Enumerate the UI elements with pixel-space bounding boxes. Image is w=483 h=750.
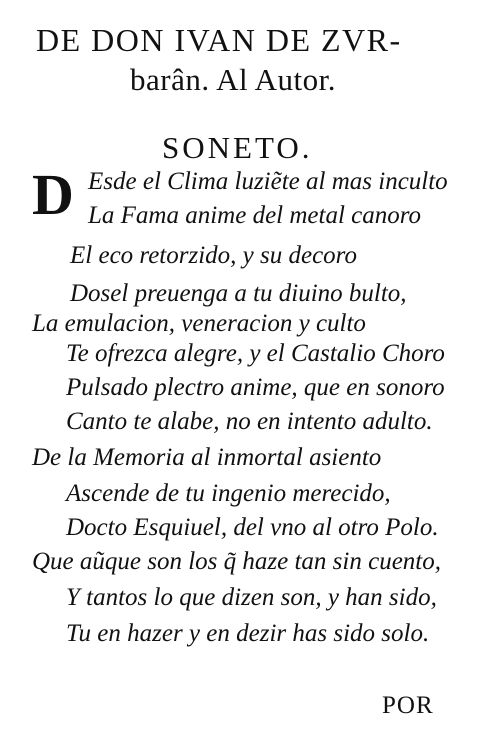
verse-line-3: El eco retorzido, y su decoro	[70, 242, 357, 269]
verse-line-4: Dosel preuenga a tu diuino bulto,	[70, 280, 407, 307]
verse-line-11: Docto Esquiuel, del vno al otro Polo.	[66, 514, 439, 541]
verse-line-13: Y tantos lo que dizen son, y han sido,	[66, 584, 437, 611]
catchword: POR	[382, 692, 434, 719]
verse-line-12: Que aũque son los q̃ haze tan sin cuento,	[32, 548, 441, 575]
sonnet-title: SONETO.	[162, 130, 313, 165]
verse-line-7: Pulsado plectro anime, que en sonoro	[66, 374, 445, 401]
verse-line-8: Canto te alabe, no en intento adulto.	[66, 408, 433, 435]
dedication-heading-line-1: DE DON IVAN DE ZVR-	[36, 22, 402, 58]
verse-line-6: Te ofrezca alegre, y el Castalio Choro	[66, 340, 445, 367]
verse-line-2: La Fama anime del metal canoro	[88, 202, 422, 229]
dedication-heading-line-2: barân. Al Autor.	[130, 62, 337, 97]
verse-line-5: La emulacion, veneracion y culto	[32, 310, 366, 337]
verse-line-10: Ascende de tu ingenio merecido,	[66, 480, 391, 507]
drop-cap-initial: D	[32, 162, 74, 227]
verse-line-9: De la Memoria al inmortal asiento	[32, 444, 382, 471]
verse-line-1: Esde el Clima luziẽte al mas inculto	[88, 168, 448, 195]
verse-line-14: Tu en hazer y en dezir has sido solo.	[66, 620, 430, 647]
